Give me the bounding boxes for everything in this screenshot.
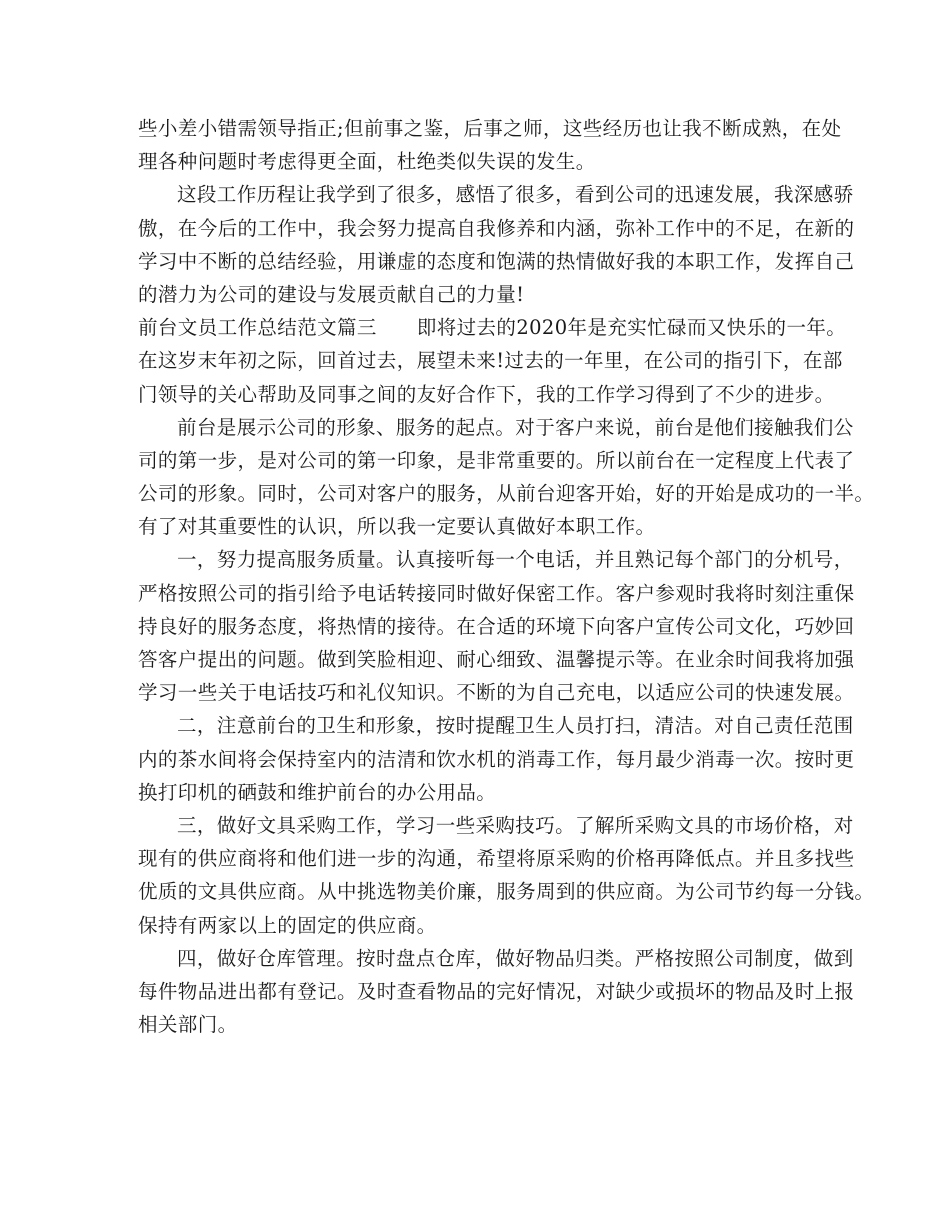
text-line: 学习一些关于电话技巧和礼仪知识。不断的为自己充电，以适应公司的快速发展。 bbox=[138, 681, 855, 705]
text-line: 每件物品进出都有登记。及时查看物品的完好情况，对缺少或损坏的物品及时上报 bbox=[138, 979, 855, 1003]
text-line: 的潜力为公司的建设与发展贡献自己的力量! bbox=[138, 282, 525, 306]
text-line: 换打印机的硒鼓和维护前台的办公用品。 bbox=[138, 780, 497, 804]
text-line: 学习中不断的总结经验，用谦虚的态度和饱满的热情做好我的本职工作，发挥自己 bbox=[138, 249, 855, 273]
section-heading-line bbox=[138, 311, 847, 344]
section-heading: 前台文员工作总结范文篇三 bbox=[138, 316, 377, 340]
text-line: 严格按照公司的指引给予电话转接同时做好保密工作。客户参观时我将时刻注重保 bbox=[138, 581, 855, 605]
text-line: 在这岁末年初之际，回首过去，展望未来!过去的一年里，在公司的指引下，在部 bbox=[138, 349, 843, 373]
section-intro: 即将过去的2020年是充实忙碌而又快乐的一年。 bbox=[416, 316, 847, 340]
text-line: 些小差小错需领导指正;但前事之鉴，后事之师，这些经历也让我不断成熟，在处 bbox=[138, 117, 842, 140]
text-line: 优质的文具供应商。从中挑选物美价廉，服务周到的供应商。为公司节约每一分钱。 bbox=[138, 880, 875, 904]
text-line: 三，做好文具采购工作，学习一些采购技巧。了解所采购文具的市场价格，对 bbox=[177, 813, 854, 837]
text-line: 司的第一步，是对公司的第一印象，是非常重要的。所以前台在一定程度上代表了 bbox=[138, 448, 855, 472]
text-line: 公司的形象。同时，公司对客户的服务，从前台迎客开始，好的开始是成功的一半。 bbox=[138, 482, 875, 506]
text-line: 二，注意前台的卫生和形象，按时提醒卫生人员打扫，清洁。对自己责任范围 bbox=[177, 714, 854, 738]
text-line: 答客户提出的问题。做到笑脸相迎、耐心细致、温馨提示等。在业余时间我将加强 bbox=[138, 648, 855, 671]
text-line: 傲，在今后的工作中，我会努力提高自我修养和内涵，弥补工作中的不足，在新的 bbox=[138, 216, 855, 240]
text-line: 持良好的服务态度，将热情的接待。在合适的环境下向客户宣传公司文化，巧妙回 bbox=[138, 614, 855, 638]
text-line: 有了对其重要性的认识，所以我一定要认真做好本职工作。 bbox=[138, 515, 656, 539]
text-line: 理各种问题时考虑得更全面，杜绝类似失误的发生。 bbox=[138, 150, 596, 174]
text-line: 门领导的关心帮助及同事之间的友好合作下，我的工作学习得到了不少的进步。 bbox=[138, 382, 835, 406]
text-line: 一，努力提高服务质量。认真接听每一个电话，并且熟记每个部门的分机号， bbox=[177, 548, 854, 572]
text-line: 现有的供应商将和他们进一步的沟通，希望将原采购的价格再降低点。并且多找些 bbox=[138, 847, 855, 871]
text-line: 这段工作历程让我学到了很多，感悟了很多，看到公司的迅速发展，我深感骄 bbox=[177, 183, 854, 207]
document-body bbox=[138, 112, 875, 1041]
text-line: 前台是展示公司的形象、服务的起点。对于客户来说，前台是他们接触我们公 bbox=[177, 415, 854, 439]
text-line: 内的茶水间将会保持室内的洁清和饮水机的消毒工作，每月最少消毒一次。按时更 bbox=[138, 747, 855, 771]
text-line: 四，做好仓库管理。按时盘点仓库，做好物品归类。严格按照公司制度，做到 bbox=[177, 946, 854, 970]
text-line: 保持有两家以上的固定的供应商。 bbox=[138, 913, 437, 937]
text-line: 相关部门。 bbox=[138, 1013, 238, 1037]
